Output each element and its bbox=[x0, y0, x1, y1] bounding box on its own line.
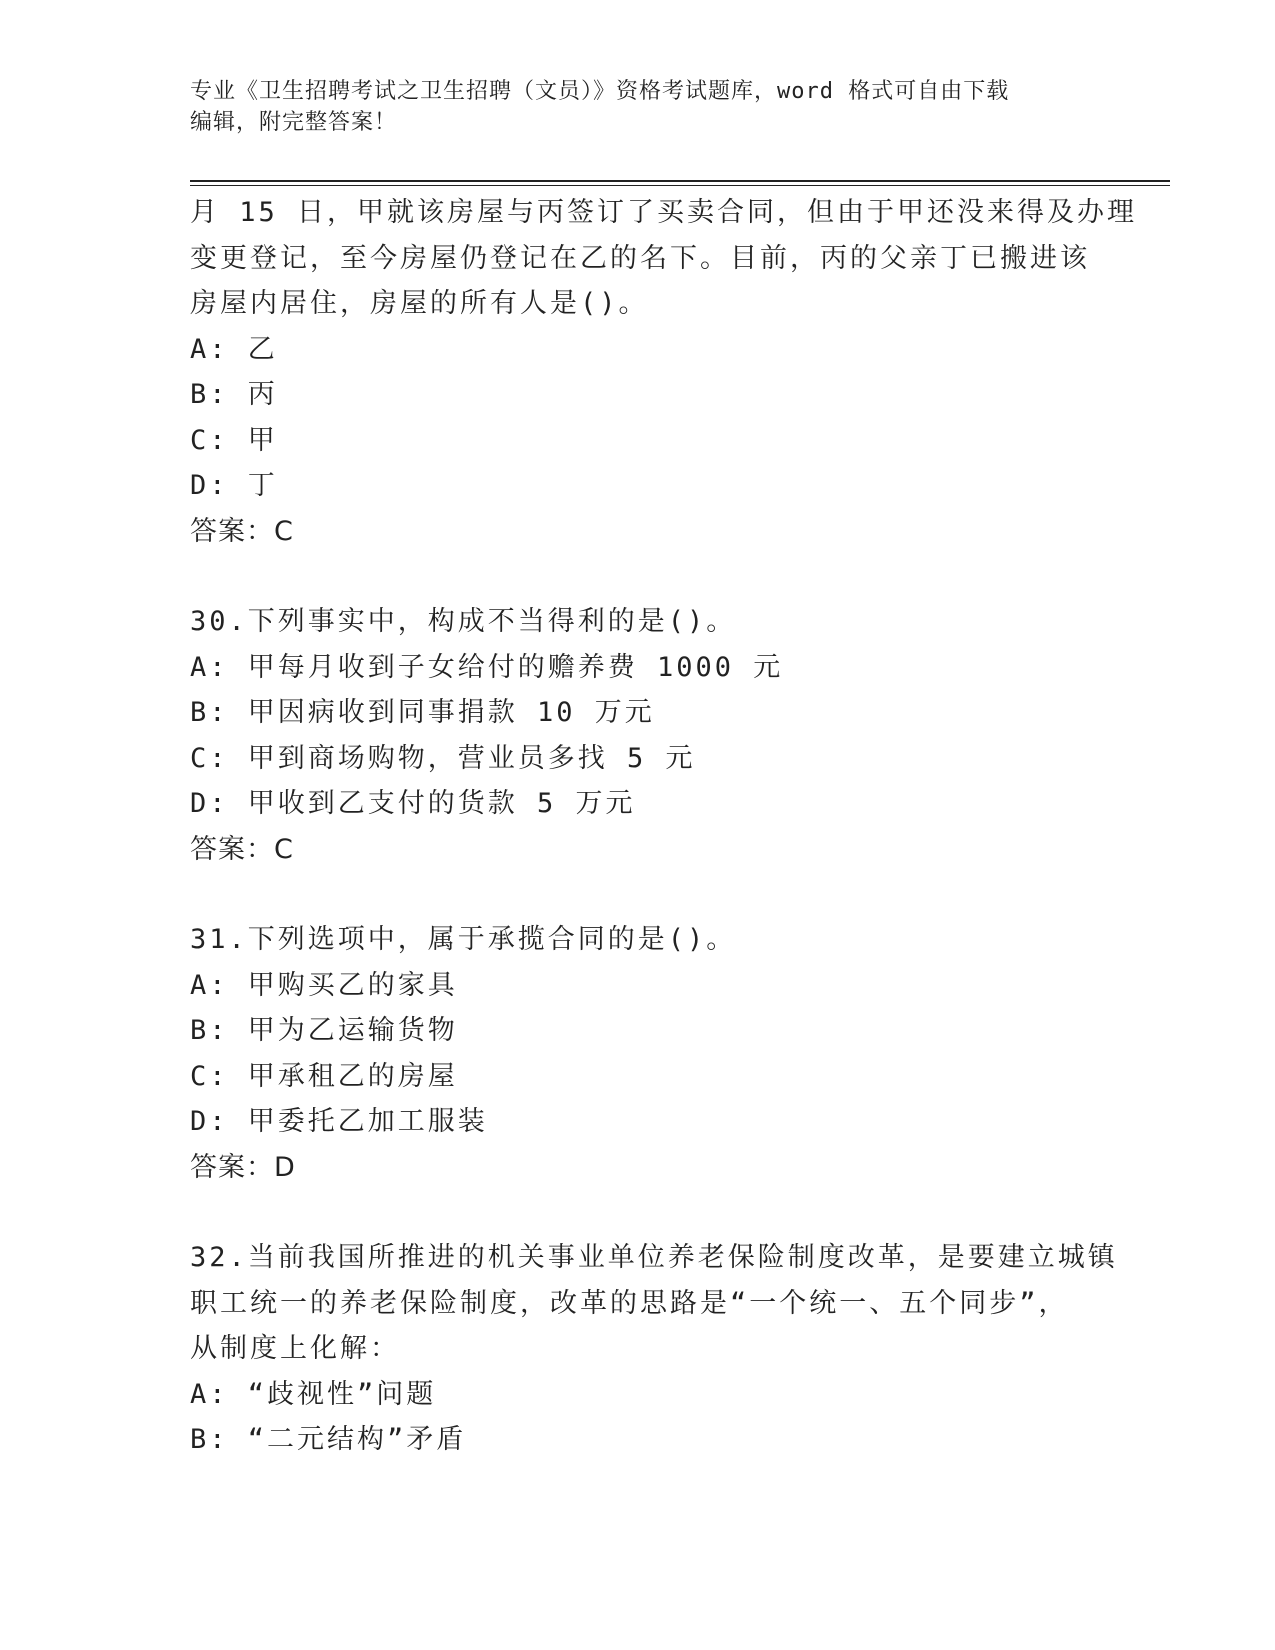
question-31 bbox=[190, 917, 1090, 1190]
spacer bbox=[190, 554, 1090, 599]
header-line-2: 编辑，附完整答案！ bbox=[190, 110, 398, 135]
header-line-1: 专业《卫生招聘考试之卫生招聘（文员）》资格考试题库，word 格式可自由下载 bbox=[190, 79, 1010, 104]
question-32 bbox=[190, 1235, 1118, 1463]
spacer bbox=[190, 1190, 1090, 1235]
document-header bbox=[190, 76, 1070, 138]
option-c: C: 甲承租乙的房屋 bbox=[190, 1060, 458, 1092]
question-text-line: 月 15 日，甲就该房屋与丙签订了买卖合同，但由于甲还没来得及办理 bbox=[190, 197, 1138, 228]
option-b: B: 丙 bbox=[190, 379, 278, 410]
question-30 bbox=[190, 599, 1090, 872]
option-a: A: 甲每月收到子女给付的赡养费 1000 元 bbox=[190, 651, 784, 683]
question-text-line: 32.当前我国所推进的机关事业单位养老保险制度改革，是要建立城镇 bbox=[190, 1242, 1118, 1273]
option-c: C: 甲到商场购物，营业员多找 5 元 bbox=[190, 742, 696, 774]
option-d: D: 甲收到乙支付的货款 5 万元 bbox=[190, 788, 636, 819]
question-text-line: 31.下列选项中，属于承揽合同的是()。 bbox=[190, 924, 737, 955]
question-content bbox=[190, 190, 1138, 1463]
option-a: A: 乙 bbox=[190, 333, 278, 365]
header-divider-thick bbox=[190, 180, 1170, 182]
option-b: B: 甲因病收到同事捐款 10 万元 bbox=[190, 697, 655, 728]
option-b: B: “二元结构”矛盾 bbox=[190, 1424, 467, 1455]
option-c: C: 甲 bbox=[190, 424, 278, 456]
question-29 bbox=[190, 190, 1138, 554]
question-text-line: 房屋内居住，房屋的所有人是()。 bbox=[190, 288, 649, 319]
answer-line: 答案：C bbox=[190, 833, 294, 865]
question-text-line: 职工统一的养老保险制度，改革的思路是“一个统一、五个同步”， bbox=[190, 1287, 1069, 1319]
option-d: D: 甲委托乙加工服装 bbox=[190, 1106, 488, 1137]
question-text-line: 30.下列事实中，构成不当得利的是()。 bbox=[190, 606, 737, 637]
option-d: D: 丁 bbox=[190, 470, 278, 501]
header-divider-thin bbox=[190, 185, 1170, 186]
question-text-line: 从制度上化解： bbox=[190, 1333, 400, 1364]
answer-line: 答案：D bbox=[190, 1151, 296, 1183]
option-a: A: “歧视性”问题 bbox=[190, 1378, 437, 1410]
question-text-line: 变更登记，至今房屋仍登记在乙的名下。目前，丙的父亲丁已搬进该 bbox=[190, 242, 1090, 274]
option-b: B: 甲为乙运输货物 bbox=[190, 1015, 458, 1046]
spacer bbox=[190, 872, 1090, 917]
answer-line: 答案：C bbox=[190, 515, 294, 547]
option-a: A: 甲购买乙的家具 bbox=[190, 969, 458, 1001]
